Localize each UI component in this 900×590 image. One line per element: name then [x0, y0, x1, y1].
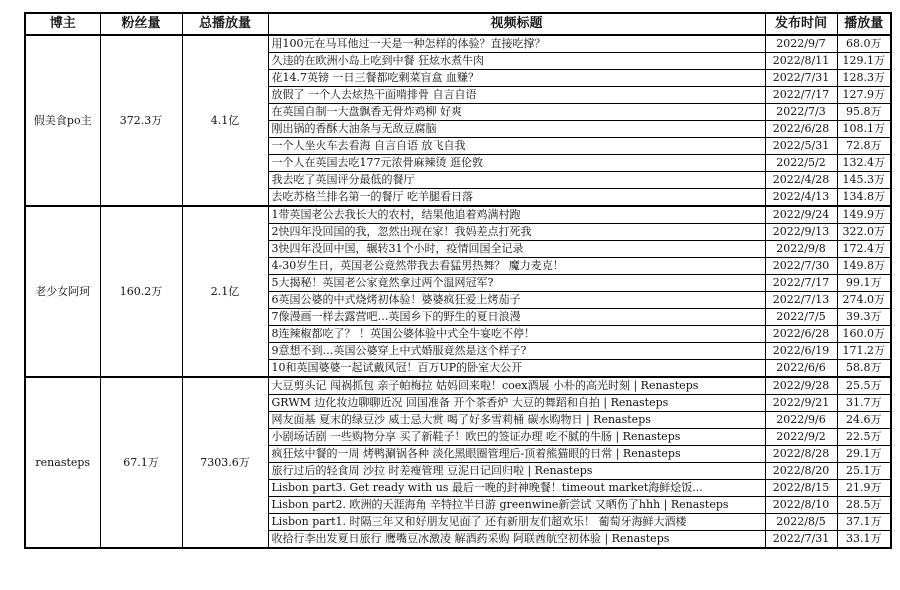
publish-date-cell: 2022/7/17 [765, 275, 837, 292]
views-cell: 134.8万 [837, 189, 891, 207]
views-cell: 149.9万 [837, 206, 891, 224]
views-cell: 108.1万 [837, 121, 891, 138]
video-stats-table [24, 12, 892, 549]
video-title-cell: 大豆剪头记 闯祸抓包 亲子帕梅拉 姑妈回来啦！coex酒展 小朴的高光时刻 | Renasteps [268, 377, 765, 395]
video-title-cell: 10和英国婆婆一起试戴风冠！百万UP的卧室大公开 [268, 360, 765, 378]
publish-date-cell: 2022/8/11 [765, 53, 837, 70]
publish-date-cell: 2022/5/2 [765, 155, 837, 172]
publish-date-cell: 2022/7/5 [765, 309, 837, 326]
video-title-cell: Lisbon part3. Get ready with us 最后一晚的封神晚餐！timeout market海鲜烩饭... [268, 480, 765, 497]
publish-date-cell: 2022/6/6 [765, 360, 837, 378]
publish-date-cell: 2022/7/3 [765, 104, 837, 121]
views-cell: 31.7万 [837, 395, 891, 412]
publish-date-cell: 2022/9/13 [765, 224, 837, 241]
publish-date-cell: 2022/8/5 [765, 514, 837, 531]
views-cell: 274.0万 [837, 292, 891, 309]
table-row [25, 206, 891, 224]
video-title-cell: 8连辣椒都吃了？ ！英国公婆体验中式全牛宴吃不停！ [268, 326, 765, 343]
views-cell: 25.1万 [837, 463, 891, 480]
publish-date-cell: 2022/9/8 [765, 241, 837, 258]
views-cell: 160.0万 [837, 326, 891, 343]
fans-cell: 160.2万 [100, 206, 182, 377]
video-title-cell: Lisbon part2. 欧洲的天涯海角 辛特拉半日游 greenwine新尝试 又晒伤了hhh | Renasteps [268, 497, 765, 514]
blogger-cell: renasteps [25, 377, 100, 548]
header-views: 播放量 [837, 13, 891, 35]
video-title-cell: 7像漫画一样去露营吧…英国乡下的野生的夏日浪漫 [268, 309, 765, 326]
header-date: 发布时间 [765, 13, 837, 35]
views-cell: 95.8万 [837, 104, 891, 121]
publish-date-cell: 2022/8/10 [765, 497, 837, 514]
blogger-cell: 假美食po主 [25, 35, 100, 206]
publish-date-cell: 2022/8/20 [765, 463, 837, 480]
video-title-cell: 小剧场话剧 一些购物分享 买了新鞋子！欧巴的签证办理 吃不腻的牛肠 | Renasteps [268, 429, 765, 446]
video-title-cell: 久违的在欧洲小岛上吃到中餐 狂炫水煮牛肉 [268, 53, 765, 70]
publish-date-cell: 2022/9/24 [765, 206, 837, 224]
video-title-cell: 网友面基 夏末的绿豆沙 威士忌大赏 喝了好多雪莉桶 碳水购物日 | Renasteps [268, 412, 765, 429]
fans-cell: 372.3万 [100, 35, 182, 206]
video-title-cell: 1带英国老公去我长大的农村，结果他追着鸡满村跑 [268, 206, 765, 224]
video-title-cell: 疯狂炫中餐的一周 烤鸭涮锅各种 淡化黑眼圈管理后-顶着熊猫眼的日常 | Renasteps [268, 446, 765, 463]
blogger-cell: 老少女阿珂 [25, 206, 100, 377]
header-fans: 粉丝量 [100, 13, 182, 35]
video-title-cell: 用100元在马耳他过一天是一种怎样的体验？直接吃撑？ [268, 35, 765, 53]
video-title-cell: 我去吃了英国评分最低的餐厅 [268, 172, 765, 189]
views-cell: 99.1万 [837, 275, 891, 292]
views-cell: 28.5万 [837, 497, 891, 514]
views-cell: 68.0万 [837, 35, 891, 53]
table-row [25, 377, 891, 395]
video-title-cell: 3快四年没回中国，辗转31个小时，疫情回国全记录 [268, 241, 765, 258]
table-body [25, 35, 891, 548]
video-title-cell: 去吃苏格兰排名第一的餐厅 吃羊腿看日落 [268, 189, 765, 207]
total-plays-cell: 2.1亿 [182, 206, 268, 377]
publish-date-cell: 2022/8/28 [765, 446, 837, 463]
total-plays-cell: 4.1亿 [182, 35, 268, 206]
views-cell: 22.5万 [837, 429, 891, 446]
publish-date-cell: 2022/6/28 [765, 121, 837, 138]
views-cell: 39.3万 [837, 309, 891, 326]
video-title-cell: 4-30岁生日，英国老公竟然带我去看猛男热舞？ 魔力麦克！ [268, 258, 765, 275]
views-cell: 29.1万 [837, 446, 891, 463]
views-cell: 37.1万 [837, 514, 891, 531]
publish-date-cell: 2022/7/13 [765, 292, 837, 309]
views-cell: 127.9万 [837, 87, 891, 104]
publish-date-cell: 2022/4/28 [765, 172, 837, 189]
video-title-cell: 刚出锅的香酥大油条与无敌豆腐脑 [268, 121, 765, 138]
publish-date-cell: 2022/9/2 [765, 429, 837, 446]
header-row [25, 13, 891, 35]
table-row [25, 35, 891, 53]
publish-date-cell: 2022/7/17 [765, 87, 837, 104]
publish-date-cell: 2022/4/13 [765, 189, 837, 207]
views-cell: 58.8万 [837, 360, 891, 378]
video-title-cell: 一个人在英国去吃177元浓骨麻辣烫 逛伦敦 [268, 155, 765, 172]
views-cell: 149.8万 [837, 258, 891, 275]
header-blogger: 博主 [25, 13, 100, 35]
video-title-cell: 一个人坐火车去看海 自言自语 放飞自我 [268, 138, 765, 155]
publish-date-cell: 2022/9/6 [765, 412, 837, 429]
views-cell: 25.5万 [837, 377, 891, 395]
publish-date-cell: 2022/7/30 [765, 258, 837, 275]
views-cell: 21.9万 [837, 480, 891, 497]
publish-date-cell: 2022/7/31 [765, 70, 837, 87]
header-total-plays: 总播放量 [182, 13, 268, 35]
video-title-cell: 5大揭秘！英国老公家竟然拿过两个温网冠军? [268, 275, 765, 292]
total-plays-cell: 7303.6万 [182, 377, 268, 548]
views-cell: 171.2万 [837, 343, 891, 360]
views-cell: 129.1万 [837, 53, 891, 70]
publish-date-cell: 2022/6/19 [765, 343, 837, 360]
publish-date-cell: 2022/9/7 [765, 35, 837, 53]
publish-date-cell: 2022/5/31 [765, 138, 837, 155]
video-title-cell: 2快四年没回国的我，忽然出现在家！我妈差点打死我 [268, 224, 765, 241]
views-cell: 132.4万 [837, 155, 891, 172]
views-cell: 172.4万 [837, 241, 891, 258]
views-cell: 322.0万 [837, 224, 891, 241]
fans-cell: 67.1万 [100, 377, 182, 548]
video-title-cell: 花14.7英镑 一日三餐都吃剩菜盲盒 血赚？ [268, 70, 765, 87]
views-cell: 128.3万 [837, 70, 891, 87]
publish-date-cell: 2022/8/15 [765, 480, 837, 497]
views-cell: 33.1万 [837, 531, 891, 549]
video-title-cell: 在英国自制一大盘飘香无骨炸鸡柳 好爽 [268, 104, 765, 121]
video-title-cell: Lisbon part1. 时隔三年又和好朋友见面了 还有新朋友们超欢乐！ 葡萄牙海鲜大酒楼 [268, 514, 765, 531]
publish-date-cell: 2022/9/28 [765, 377, 837, 395]
views-cell: 24.6万 [837, 412, 891, 429]
views-cell: 72.8万 [837, 138, 891, 155]
publish-date-cell: 2022/9/21 [765, 395, 837, 412]
header-title: 视频标题 [268, 13, 765, 35]
video-title-cell: GRWM 边化妆边聊聊近况 回国准备 开个茶香炉 大豆的舞蹈和自拍 | Renasteps [268, 395, 765, 412]
video-title-cell: 旅行过后的轻食周 沙拉 时差瘦管理 豆泥日记回归啦 | Renasteps [268, 463, 765, 480]
views-cell: 145.3万 [837, 172, 891, 189]
video-title-cell: 9意想不到…英国公婆穿上中式婚服竟然是这个样子? [268, 343, 765, 360]
publish-date-cell: 2022/6/28 [765, 326, 837, 343]
video-title-cell: 放假了 一个人去炫热干面啃排骨 自言自语 [268, 87, 765, 104]
data-sheet [24, 12, 892, 549]
video-title-cell: 收拾行李出发夏日旅行 鹰嘴豆冰激凌 解酒药采购 阿联酋航空初体验 | Renasteps [268, 531, 765, 549]
video-title-cell: 6英国公婆的中式烧烤初体验！婆婆疯狂爱上烤茄子 [268, 292, 765, 309]
publish-date-cell: 2022/7/31 [765, 531, 837, 549]
